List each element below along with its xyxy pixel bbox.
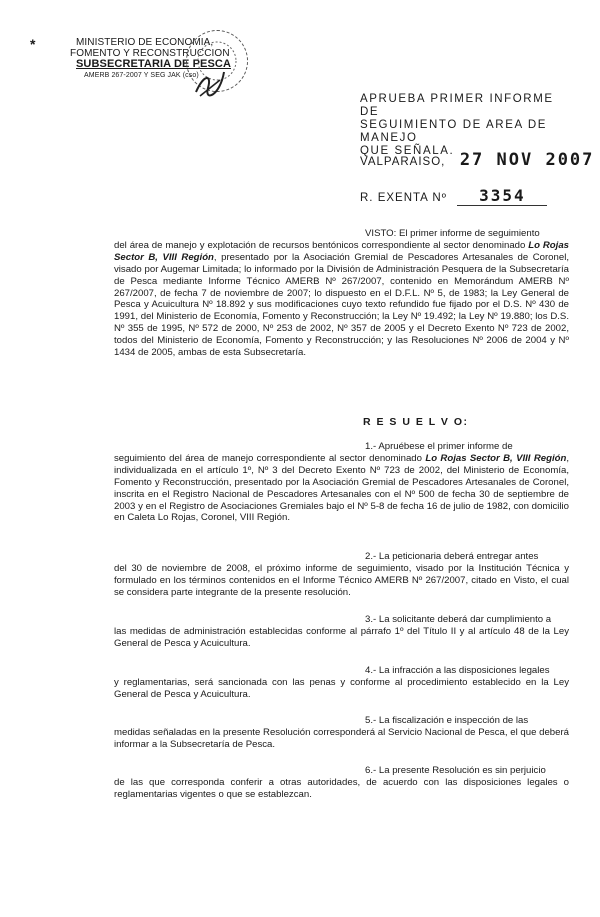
visto-text-2: , presentado por la Asociación Gremial de Pescadores Artesanales de Coronel, visado por Augemar Limitada; lo informado por la División de Administración Pesquera de la Subsecretaría de Pesca mediante Informe Técnico AMERB Nº 267/2007, contenido en Memorándum AMERB Nº 267/2007, de fecha 7 de noviembre de 2007; lo dispuesto en el D.F.L. Nº 5, de 1983; la Ley General de Pesca y Acuicultura Nº 18.892 y sus modificaciones cuyo texto refundido fue fijado por el D.S. Nº 430 de 1991, del Ministerio de Economía, Fomento y Reconstrucción; la Ley Nº 19.492; la Ley Nº 19.880; los D.S. Nº 355 de 1995, Nº 572 de 2000, Nº 253 de 2002, Nº 357 de 2005 y el Decreto Exento Nº 723 de 2002, todos del Ministerio de Economía, Fomento y Reconstrucción; y las Resoluciones Nº 2006 de 2004 y Nº 1434 de 2005, ambas de esta Subsecretaría.	[114, 251, 569, 359]
item-2-lead: 2.- La peticionaria deberá entregar antes	[365, 551, 539, 562]
item-1-text-post: , individualizada en el artículo 1º, Nº 3 del Decreto Exento Nº 723 de 2002, del Ministerio de Economía, Fomento y Reconstrucción, presentado por la Asociación Gremial de Pescadores Artesanales de Coronel, inscrita en el Registro Nacional de Pescadores Artesanales con el Nº 500 de fecha 30 de septiembre de 2003 y en el Registro de Asociaciones Gremiales bajo el Nº 5-8 de fecha 16 de julio de 1982, con domicilio en Caleta Lo Rojas, Coronel, VIII Región.	[114, 452, 570, 524]
item-4-lead: 4.- La infracción a las disposiciones legales	[365, 665, 550, 676]
item-1-sector: Lo Rojas Sector B, VIII Región	[425, 452, 567, 464]
exenta-number: 3354	[457, 186, 547, 206]
reference-line-1: APRUEBA PRIMER INFORME DE	[360, 93, 554, 118]
ministry-line-2: FOMENTO Y RECONSTRUCCION	[70, 48, 230, 59]
reference-line-2: SEGUIMIENTO DE AREA DE MANEJO	[360, 119, 548, 144]
item-5-text: medidas señaladas en la presente Resolución corresponderá al Servicio Nacional de Pesca, el que deberá informar a la Subsecretaría de Pesca.	[114, 726, 569, 750]
resuelvo-item-6	[114, 765, 569, 801]
signature-icon	[190, 66, 230, 106]
item-4-text: y reglamentarias, será sancionada con las penas y conforme al procedimiento establecido en la Ley General de Pesca y Acuicultura.	[114, 676, 569, 700]
item-3-text: las medidas de administración establecidas conforme al párrafo 1º del Título II y al artículo 48 de la Ley General de Pesca y Acuicultura.	[114, 625, 569, 649]
visto-text-1: del área de manejo y explotación de recursos bentónicos correspondiente al sector denominado	[114, 239, 529, 251]
item-6-lead: 6.- La presente Resolución es sin perjuicio	[365, 765, 546, 776]
place-label: VALPARAISO,	[360, 156, 446, 168]
ministry-line-1: MINISTERIO DE ECONOMIA,	[76, 37, 214, 48]
item-1-lead: 1.- Apruébese el primer informe de	[365, 441, 513, 452]
reference-line-3: QUE SEÑALA.	[360, 145, 455, 157]
date-stamp: 27 NOV 2007	[459, 150, 595, 170]
exenta-label: R. EXENTA Nº	[360, 192, 447, 204]
resuelvo-item-3	[114, 614, 569, 650]
resuelvo-item-4	[114, 665, 569, 701]
header-mark: *	[30, 36, 36, 52]
reference-code: AMERB 267-2007 Y SEG JAK (cso)	[84, 72, 199, 79]
visto-paragraph	[114, 228, 569, 359]
item-3-lead: 3.- La solicitante deberá dar cumplimiento a	[365, 614, 552, 625]
resuelvo-heading: R E S U E L V O:	[363, 416, 469, 428]
item-5-lead: 5.- La fiscalización e inspección de las	[365, 715, 529, 726]
item-6-text: de las que corresponda conferir a otras autoridades, de acuerdo con las disposiciones legales o reglamentarias vigentes o que se establezcan.	[114, 776, 569, 800]
item-2-text: del 30 de noviembre de 2008, el próximo informe de seguimiento, visado por la Institución Técnica y formulado en los términos contenidos en el Informe Técnico AMERB Nº 267/2007, citado en Visto, el cual se considera parte integrante de la presente resolución.	[114, 562, 569, 598]
subsecretaria-line: SUBSECRETARIA DE PESCA	[76, 58, 231, 70]
visto-lead: VISTO: El primer informe de seguimiento	[365, 228, 540, 239]
document-reference	[360, 93, 570, 158]
visto-sector: Lo Rojas Sector B, VIII Región	[114, 239, 569, 263]
exenta-block	[360, 186, 547, 206]
resuelvo-item-2	[114, 551, 569, 599]
resuelvo-item-5	[114, 715, 569, 751]
item-1-text-pre: seguimiento del área de manejo correspondiente al sector denominado	[114, 452, 426, 464]
place-date	[360, 150, 594, 170]
resuelvo-item-1	[114, 441, 569, 524]
